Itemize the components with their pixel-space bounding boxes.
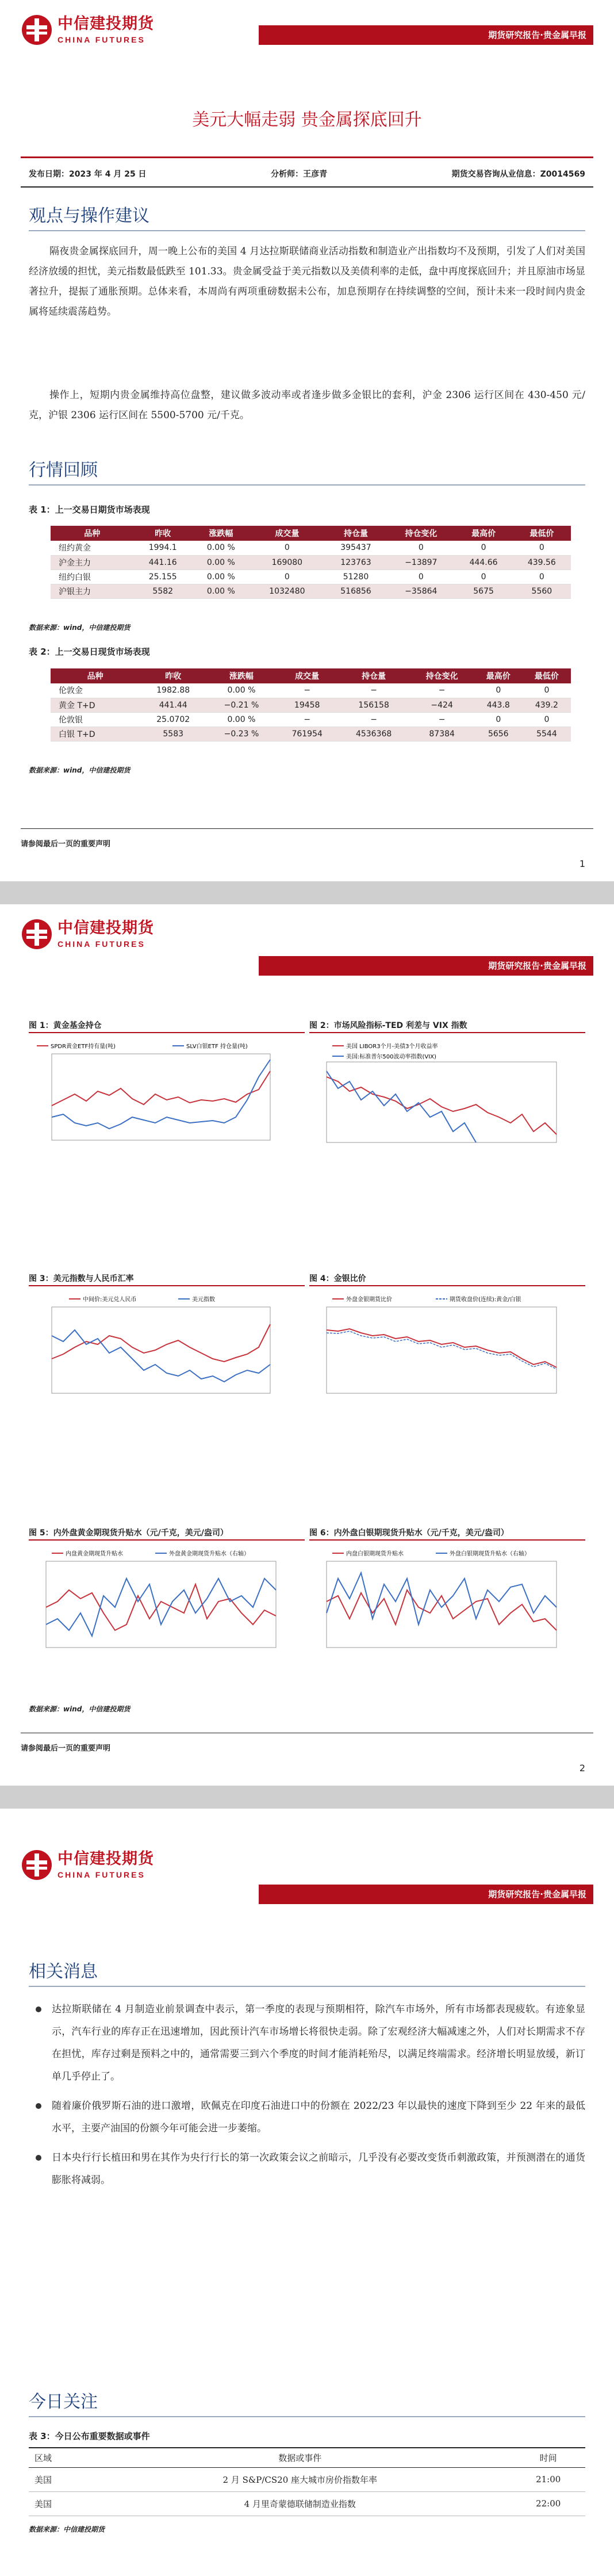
license-number: 期货交易咨询从业信息：Z0014569	[451, 170, 585, 179]
legend-label: 内盘黄金期现货升贴水	[66, 1551, 123, 1557]
column-header: 涨跌幅	[206, 668, 276, 683]
table-cell: 0.00 %	[206, 712, 276, 727]
table-row	[51, 570, 571, 584]
legend-label: 中间价:美元兑人民币	[83, 1297, 137, 1303]
column-header: 成交量	[277, 668, 338, 683]
column-header: 成交量	[250, 526, 324, 541]
brand-logo	[21, 918, 154, 950]
table-cell: 0	[454, 570, 512, 584]
column-header: 最高价	[474, 668, 523, 683]
divider	[21, 186, 593, 188]
table-3-source: 数据来源：中信建投期货	[29, 2525, 105, 2533]
table-cell: 0.00 %	[192, 541, 250, 555]
figure-caption: 图 4：金银比价	[309, 1272, 585, 1286]
column-header: 最低价	[513, 526, 571, 541]
report-type-banner: 期货研究报告·贵金属早报	[259, 956, 593, 976]
analyst-name: 分析师：王彦青	[271, 170, 328, 179]
table-header-row	[51, 668, 571, 683]
table-cell: 沪金主力	[51, 555, 134, 570]
table-cell: −	[277, 712, 338, 727]
table-cell: 5560	[513, 584, 571, 598]
news-item: 日本央行行长植田和男在其作为央行行长的第一次政策会议之前暗示，几乎没有必要改变货币刺激政策，并预测潜在的通货膨胀将减弱。	[29, 2147, 585, 2192]
legend-label: 外盘白银期现货升贴水（右轴）	[450, 1551, 530, 1557]
table-cell: 白银 T+D	[51, 727, 140, 741]
table-cell: 沪银主力	[51, 584, 134, 598]
column-header: 昨收	[140, 668, 206, 683]
figures-source: 数据来源：wind，中信建投期货	[29, 1705, 131, 1713]
table-cell: −	[410, 683, 474, 698]
paragraph-strategy: 操作上，短期内贵金属维持高位盘整，建议做多波动率或者逢步做多金银比的套利，沪金 2306 运行区间在 430-450 元/克，沪银 2306 运行区间在 5500-5700 元/千克。	[29, 389, 585, 421]
news-list	[29, 1998, 585, 2199]
legend-label: 外盘金银期货比价	[346, 1297, 392, 1303]
figure-caption: 图 1：黄金基金持仓	[29, 1019, 305, 1033]
chart-gold-fund-holdings	[29, 1037, 305, 1169]
column-header: 持仓量	[338, 668, 410, 683]
figure-2	[309, 1019, 585, 1169]
column-header: 数据或事件	[89, 2448, 505, 2467]
figure-3	[29, 1272, 305, 1422]
column-header: 最低价	[523, 668, 571, 683]
brand-logo-icon	[21, 1849, 53, 1881]
bullet-icon	[36, 2155, 41, 2161]
paragraph-outlook: 隔夜贵金属探底回升，周一晚上公布的美国 4 月达拉斯联储商业活动指数和制造业产出指数均不及预期，引发了人们对美国经济放缓的担忧，美元指数最低跌至 101.33。贵金属受益于美元指数以及美债利率的走低，盘中再度探底回升；并且原油市场显著拉升，提振了通胀预期。总体来看，本周尚有两项重磅数据未公布，加息预期存在持续调整的空间，预计未来一段时间内贵金属将延续震荡趋势。	[29, 246, 585, 318]
page-number: 1	[579, 858, 585, 869]
events-table	[29, 2447, 585, 2516]
table-cell: 0	[523, 712, 571, 727]
section-title-views: 观点与操作建议	[29, 201, 585, 231]
table-cell: 1032480	[250, 584, 324, 598]
legend-label: 美国 LIBOR3个月-美债3个月收益率	[346, 1044, 438, 1050]
table-cell: −	[410, 712, 474, 727]
table-cell: 1994.1	[134, 541, 192, 555]
column-header: 品种	[51, 668, 140, 683]
table-1-source: 数据来源：wind，中信建投期货	[29, 624, 131, 632]
table-cell: 439.56	[513, 555, 571, 570]
table-cell: −	[277, 683, 338, 698]
chart-gold-basis	[29, 1544, 305, 1676]
table-3-caption: 表 3：今日公布重要数据或事件	[29, 2431, 150, 2441]
table-row	[51, 712, 571, 727]
chart-silver-basis	[309, 1544, 585, 1676]
bullet-icon	[36, 2006, 41, 2012]
table-cell: 169080	[250, 555, 324, 570]
table-cell: −424	[410, 698, 474, 712]
table-cell: 0	[454, 541, 512, 555]
table-cell: 156158	[338, 698, 410, 712]
table-cell: 25.0702	[140, 712, 206, 727]
table-row	[51, 555, 571, 570]
chart-dxy-cny	[29, 1290, 305, 1422]
brand-logo	[21, 1849, 154, 1881]
page-number: 2	[579, 1763, 585, 1774]
table-row	[51, 584, 571, 598]
page-1	[0, 0, 614, 881]
table-cell: 516856	[324, 584, 387, 598]
table-header-row	[29, 2448, 585, 2467]
page-3	[0, 1809, 614, 2576]
chart-gold-silver-ratio	[309, 1290, 585, 1422]
column-header: 持仓变化	[410, 668, 474, 683]
column-header: 最高价	[454, 526, 512, 541]
table-cell: 伦敦银	[51, 712, 140, 727]
table-cell: 123763	[324, 555, 387, 570]
table-cell: 0	[387, 570, 454, 584]
table-cell: 51280	[324, 570, 387, 584]
table-cell: 0	[474, 683, 523, 698]
column-header: 持仓变化	[387, 526, 454, 541]
table-cell: 0	[250, 541, 324, 555]
brand-name-cn: 中信建投期货	[57, 15, 154, 33]
figure-5	[29, 1527, 305, 1676]
column-header: 持仓量	[324, 526, 387, 541]
table-cell: 4536368	[338, 727, 410, 741]
table-cell: 439.2	[523, 698, 571, 712]
brand-name-cn: 中信建投期货	[57, 919, 154, 937]
legend-label: 内盘白银期现货升贴水	[346, 1551, 404, 1557]
table-cell: 443.8	[474, 698, 523, 712]
table-cell: −0.23 %	[206, 727, 276, 741]
chart-ted-vix	[309, 1037, 585, 1169]
section-title-today: 今日关注	[29, 2387, 585, 2417]
table-2-caption: 表 2：上一交易日现货市场表现	[29, 647, 150, 657]
section-title-news: 相关消息	[29, 1957, 585, 1987]
table-row	[51, 727, 571, 741]
brand-logo-icon	[21, 918, 53, 950]
table-cell: 441.16	[134, 555, 192, 570]
column-header: 涨跌幅	[192, 526, 250, 541]
table-cell: 0.00 %	[192, 555, 250, 570]
table-cell: 87384	[410, 727, 474, 741]
report-type-banner: 期货研究报告·贵金属早报	[259, 25, 593, 45]
table-cell: 19458	[277, 698, 338, 712]
brand-name-en: CHINA FUTURES	[57, 939, 145, 949]
table-cell: 0	[387, 541, 454, 555]
column-header: 区域	[29, 2448, 89, 2467]
report-type-banner: 期货研究报告·贵金属早报	[259, 1885, 593, 1904]
table-cell: 395437	[324, 541, 387, 555]
table-cell: 5675	[454, 584, 512, 598]
table-cell: 0	[523, 683, 571, 698]
table-cell: 美国	[29, 2467, 89, 2491]
figure-caption: 图 5：内外盘黄金期现货升贴水（元/千克，美元/盎司）	[29, 1527, 305, 1541]
table-cell: 444.66	[454, 555, 512, 570]
table-1-caption: 表 1：上一交易日期货市场表现	[29, 505, 150, 515]
footer-divider	[21, 828, 593, 829]
report-meta	[29, 168, 585, 182]
table-cell: 22:00	[505, 2491, 585, 2516]
table-cell: −0.21 %	[206, 698, 276, 712]
table-cell: 伦敦金	[51, 683, 140, 698]
futures-table	[51, 526, 571, 599]
legend-label: 期货收盘价(连续):黄金/白银	[450, 1297, 521, 1303]
table-cell: 0.00 %	[206, 683, 276, 698]
figure-6	[309, 1527, 585, 1676]
table-2-source: 数据来源：wind，中信建投期货	[29, 766, 131, 774]
figure-4	[309, 1272, 585, 1422]
legend-label: 美元指数	[192, 1297, 215, 1303]
column-header: 品种	[51, 526, 134, 541]
table-cell: 2 月 S&P/CS20 座大城市房价指数年率	[89, 2467, 505, 2491]
figure-caption: 图 2：市场风险指标-TED 利差与 VIX 指数	[309, 1019, 585, 1033]
brand-logo-icon	[21, 14, 53, 46]
table-cell: 5544	[523, 727, 571, 741]
figure-1	[29, 1019, 305, 1169]
spot-table	[51, 668, 571, 742]
page-2	[0, 904, 614, 1786]
table-cell: 25.155	[134, 570, 192, 584]
table-cell: 0	[474, 712, 523, 727]
table-cell: 4 月里奇蒙德联储制造业指数	[89, 2491, 505, 2516]
table-cell: 纽约白银	[51, 570, 134, 584]
table-row	[51, 683, 571, 698]
brand-logo	[21, 14, 154, 46]
legend-label: 美国:标准普尔500波动率指数(VIX)	[346, 1054, 436, 1060]
table-cell: −13897	[387, 555, 454, 570]
report-title: 美元大幅走弱 贵金属探底回升	[192, 110, 422, 130]
brand-name-en: CHINA FUTURES	[57, 1870, 145, 1879]
news-item: 随着廉价俄罗斯石油的进口激增，欧佩克在印度石油进口中的份额在 2022/23 年以最快的速度下降到至少 22 年来的最低水平，主要产油国的份额今年可能会进一步萎缩。	[29, 2095, 585, 2140]
table-cell: 0	[513, 570, 571, 584]
figure-caption: 图 3：美元指数与人民币汇率	[29, 1272, 305, 1286]
table-cell: 5582	[134, 584, 192, 598]
disclaimer-note: 请参阅最后一页的重要声明	[21, 1744, 111, 1753]
table-cell: −	[338, 712, 410, 727]
table-cell: 21:00	[505, 2467, 585, 2491]
table-cell: 0	[250, 570, 324, 584]
brand-name-en: CHINA FUTURES	[57, 35, 145, 44]
table-cell: −35864	[387, 584, 454, 598]
table-cell: 0.00 %	[192, 584, 250, 598]
table-cell: 黄金 T+D	[51, 698, 140, 712]
table-cell: 美国	[29, 2491, 89, 2516]
table-header-row	[51, 526, 571, 541]
table-cell: 5656	[474, 727, 523, 741]
table-cell: 761954	[277, 727, 338, 741]
table-cell: 纽约黄金	[51, 541, 134, 555]
table-cell: 5583	[140, 727, 206, 741]
table-row	[29, 2491, 585, 2516]
brand-name-cn: 中信建投期货	[57, 1850, 154, 1868]
news-item: 达拉斯联储在 4 月制造业前景调查中表示，第一季度的表现与预期相符，除汽车市场外，所有市场都表现疲软。有迹象显示，汽车行业的库存正在迅速增加，因此预计汽车市场增长将很快走弱。除了宏观经济大幅减速之外，人们对长期需求不存在担忧，库存过剩是预料之中的，通常需要三到六个季度的时间才能消耗殆尽，以满足终端需求。经济增长明显放缓，新订单几乎停止了。	[29, 1998, 585, 2088]
legend-label: SLV白银ETF 持仓量(吨)	[186, 1044, 248, 1050]
table-cell: 0	[513, 541, 571, 555]
table-cell: 441.44	[140, 698, 206, 712]
table-cell: −	[338, 683, 410, 698]
divider	[21, 156, 593, 158]
figure-caption: 图 6：内外盘白银期现货升贴水（元/千克，美元/盎司）	[309, 1527, 585, 1541]
column-header: 昨收	[134, 526, 192, 541]
bullet-icon	[36, 2103, 41, 2109]
legend-label: SPDR黄金ETF持有量(吨)	[51, 1044, 116, 1050]
table-row	[51, 541, 571, 555]
section-title-review: 行情回顾	[29, 456, 585, 486]
table-cell: 1982.88	[140, 683, 206, 698]
table-cell: 0.00 %	[192, 570, 250, 584]
legend-label: 外盘黄金期现货升贴水（右轴）	[169, 1551, 250, 1557]
column-header: 时间	[505, 2448, 585, 2467]
disclaimer-note: 请参阅最后一页的重要声明	[21, 840, 111, 849]
table-row	[51, 698, 571, 712]
publish-date: 发布日期：2023 年 4 月 25 日	[29, 170, 147, 179]
table-row	[29, 2467, 585, 2491]
